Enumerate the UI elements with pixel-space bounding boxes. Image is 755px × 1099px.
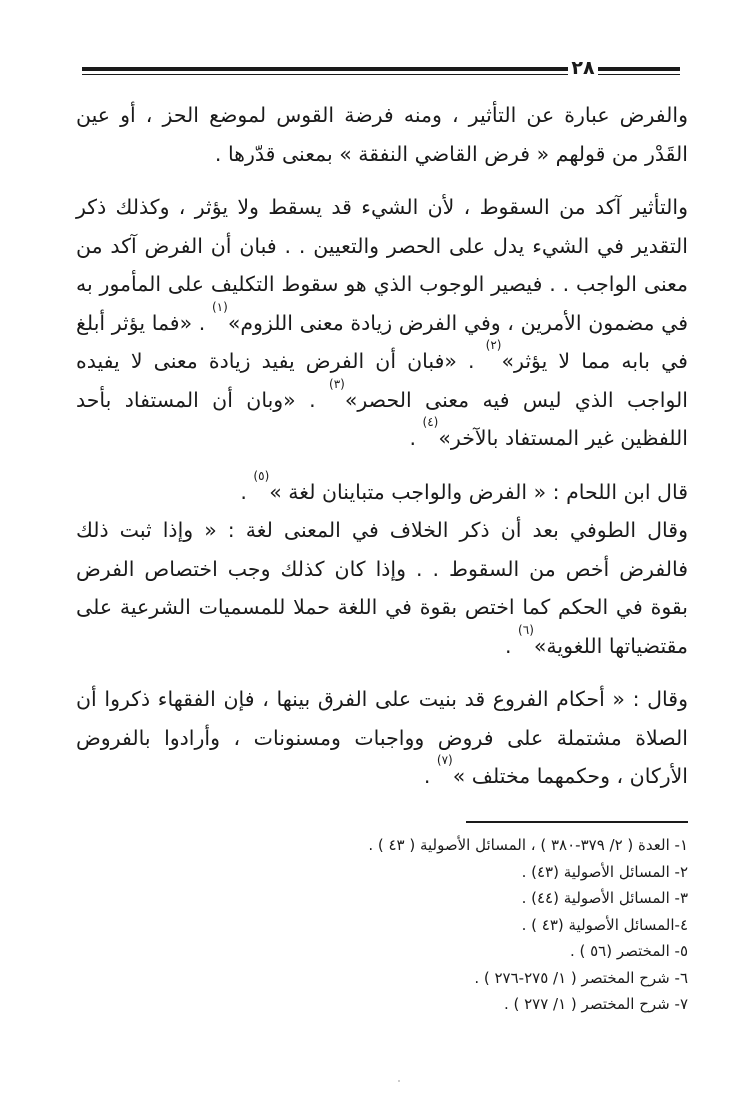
footnote-ref-1[interactable]: (١): [211, 299, 228, 314]
text-segment: . «وبان أن المستفاد بأحد اللفظين غير المستفاد بالآخر»: [76, 387, 688, 450]
footnote-ref-2[interactable]: (٢): [485, 338, 502, 352]
text-segment: وقال الطوفي بعد أن ذكر الخلاف في المعنى لغة : « وإذا ثبت ذلك فالفرض أخص من السقوط . . وإذا كان كذلك وجب اختصاص الفرض بقوة في الحكم كما اختص بقوة في اللغة حملا للمسميات الشرعية على مقتضياتها اللغوية»: [76, 518, 688, 658]
page-header: [82, 57, 680, 83]
text-segment: .: [240, 479, 254, 504]
text-segment: قال ابن اللحام : « الفرض والواجب متباينان لغة »: [269, 479, 688, 504]
paragraph-tathir: [76, 188, 688, 458]
footnote-ref-5[interactable]: (٥): [253, 468, 270, 483]
header-rule-thin-right: [228, 74, 680, 76]
header-rule-thick-right: [228, 67, 680, 71]
footnote-ref-7[interactable]: (٧): [436, 753, 453, 767]
footnote-6: ٦- شرح المختصر ( ١/ ٢٧٥-٢٧٦ ) .: [474, 968, 688, 987]
footnote-ref-4[interactable]: (٤): [422, 415, 439, 429]
text-segment: . «فبان أن الفرض يفيد زيادة معنى لا يفيده الواجب الذي ليس فيه معنى الحصر»: [76, 349, 688, 412]
paragraph-ahkam: [76, 680, 688, 796]
paragraph-definition: والفرض عبارة عن التأثير ، ومنه فرضة القوس لموضع الحز ، أو عين القَدْر من قولهم « فرض القاضي النفقة » بمعنى قدّرها .: [76, 103, 688, 166]
page-number: ٢٨: [568, 57, 598, 79]
footnote-ref-6[interactable]: (٦): [518, 622, 534, 637]
text-segment: . «فما يؤثر أبلغ في بابه مما لا يؤثر»: [76, 310, 688, 373]
text-segment: .: [505, 633, 519, 658]
paragraph-tufi: [76, 511, 688, 665]
footnote-5: ٥- المختصر (٥٦ ) .: [569, 942, 688, 960]
footnote-4: ٤-المسائل الأصولية (٤٣ ) .: [521, 915, 688, 934]
paragraph-ibn-allaham: [76, 468, 688, 512]
scan-speck: [398, 1080, 400, 1082]
footnote-3: ٣- المسائل الأصولية (٤٤) .: [521, 889, 688, 907]
text-segment: وقال : « أحكام الفروع قد بنيت على الفرق بينها ، فإن الفقهاء ذكروا أن الصلاة مشتملة على فروض وواجبات ومسنونات ، وأرادوا بالفروض الأركان ، وحكمهما مختلف »: [76, 687, 688, 788]
text-segment: .: [409, 426, 423, 450]
footnote-divider: [466, 821, 688, 823]
footnote-1: ١- العدة ( ٢/ ٣٧٩-٣٨٠ ) ، المسائل الأصولية ( ٤٣ ) .: [368, 836, 688, 854]
footnote-7: ٧- شرح المختصر ( ١/ ٢٧٧ ) .: [503, 995, 688, 1013]
text-segment: والتأثير آكد من السقوط ، لأن الشيء قد يسقط ولا يؤثر ، وكذلك ذكر التقدير في الشيء يدل على الحصر والتعيين . . فبان أن الفرض آكد من معنى الواجب . . فيصير الوجوب الذي هو سقوط التكليف على المأمور به في مضمون الأمرين ، وفي الفرض زيادة معنى اللزوم»: [76, 195, 689, 335]
footnote-2: ٢- المسائل الأصولية (٤٣) .: [521, 862, 688, 881]
main-text: [76, 96, 688, 811]
footnote-ref-3[interactable]: (٣): [329, 376, 345, 391]
footnotes: [200, 832, 688, 1018]
text-segment: .: [423, 764, 437, 788]
